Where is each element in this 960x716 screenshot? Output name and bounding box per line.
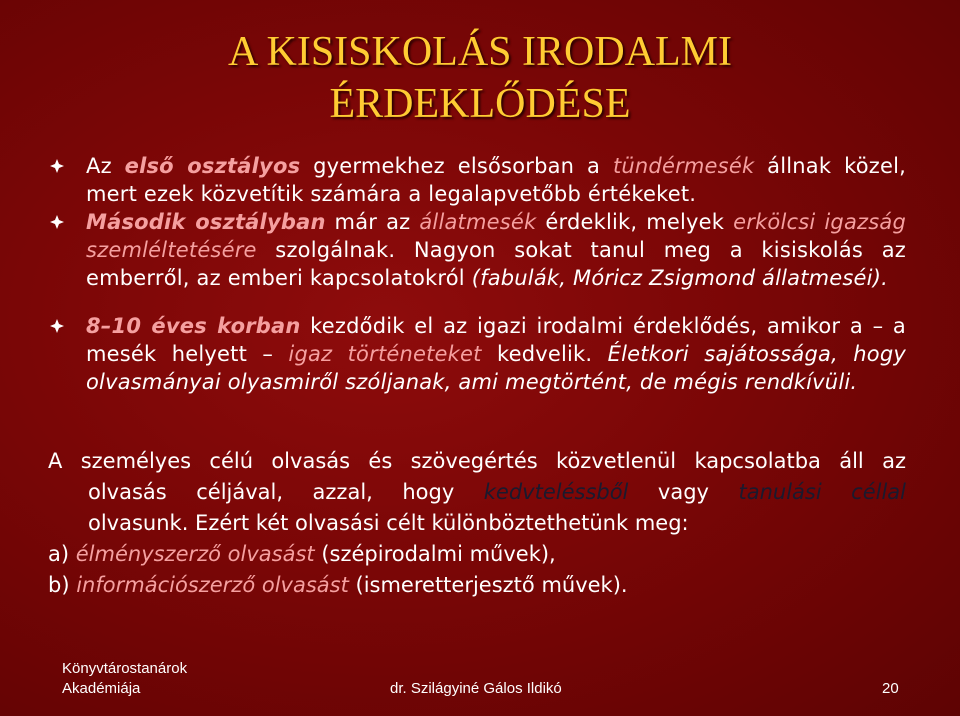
paragraph-emphasis: tanulási céllal — [738, 480, 907, 504]
bullet-text-segment: szolgálnak. Nagyon sokat tanul meg a kisiskolás az emberről, az emberi kapcsolatokról — [86, 238, 906, 290]
footer-org-line-2: Akadémiája — [62, 680, 141, 697]
bullet-text-segment: már az — [325, 210, 420, 234]
list-label: a) — [48, 542, 70, 566]
bullet-text-segment: első osztályos — [124, 154, 301, 178]
bullet-text-segment: állatmesék — [419, 210, 537, 234]
footer-org-line-1: Könyvtárostanárok — [62, 660, 188, 677]
diamond-bullet-icon — [50, 159, 64, 173]
bullet-text-segment: gyermekhez elsősorban a — [300, 154, 613, 178]
bullet-text-segment: állnak közel, mert ezek közvetítik számára a legalapvetőbb értékeket. — [86, 154, 907, 206]
list-label: b) — [48, 573, 70, 597]
bullet-text-segment: Életkori sajátossága, hogy olvasmányai olyasmiről szóljanak, ami megtörtént, de mégis rendkívüli. — [86, 342, 906, 394]
bullet-second-grade — [86, 208, 906, 292]
diamond-bullet-icon — [50, 215, 64, 229]
bullet-text-segment: erkölcsi igazság szemléltetésére — [86, 210, 906, 262]
paragraph-line-3: olvasunk. Ezért két olvasási célt különböztethetünk meg: — [88, 511, 689, 535]
bullet-text-segment: (fabulák, Móricz Zsigmond állatmeséi). — [471, 266, 888, 290]
bullet-text-segment: tündérmesék — [612, 154, 755, 178]
footer-organization — [62, 659, 187, 699]
paragraph-line-1: A személyes célú olvasás és szövegértés közvetlenül kapcsolatba áll az — [48, 449, 906, 473]
paragraph-line-2 — [48, 477, 906, 508]
bullet-first-grade — [86, 152, 906, 208]
bullet-text-segment: Második osztályban — [86, 210, 326, 234]
bullet-text-segment: igaz történeteket — [288, 342, 482, 366]
footer-author: dr. Szilágyiné Gálos Ildikó — [390, 680, 562, 697]
paragraph-text: vagy — [628, 480, 739, 504]
list-item-a — [48, 539, 906, 570]
paragraph-text: olvasás céljával, azzal, hogy — [88, 480, 484, 504]
bullet-text-segment: kezdődik el az igazi irodalmi érdeklődés, amikor a – a mesék helyett – — [86, 314, 906, 366]
list-emphasis: élményszerző olvasást — [75, 542, 315, 566]
list-text: (szépirodalmi művek), — [314, 542, 556, 566]
list-text: (ismeretterjesztő művek). — [348, 573, 628, 597]
footer-page-number: 20 — [882, 680, 899, 697]
bullet-text-segment: Az — [86, 154, 125, 178]
reading-purpose-paragraph — [48, 446, 906, 601]
slide-title — [0, 26, 960, 130]
title-line-1: A KISISKOLÁS IRODALMI — [227, 29, 733, 75]
bullet-8-10-years — [86, 312, 906, 396]
paragraph-emphasis: kedvteléssből — [483, 480, 629, 504]
bullet-text-segment: kedvelik. — [481, 342, 608, 366]
list-emphasis: információszerző olvasást — [76, 573, 349, 597]
title-line-2: ÉRDEKLŐDÉSE — [329, 81, 631, 127]
bullet-text-segment: érdeklik, melyek — [536, 210, 734, 234]
list-item-b — [48, 570, 906, 601]
diamond-bullet-icon — [50, 319, 64, 333]
bullet-text-segment: 8–10 éves korban — [86, 314, 301, 338]
